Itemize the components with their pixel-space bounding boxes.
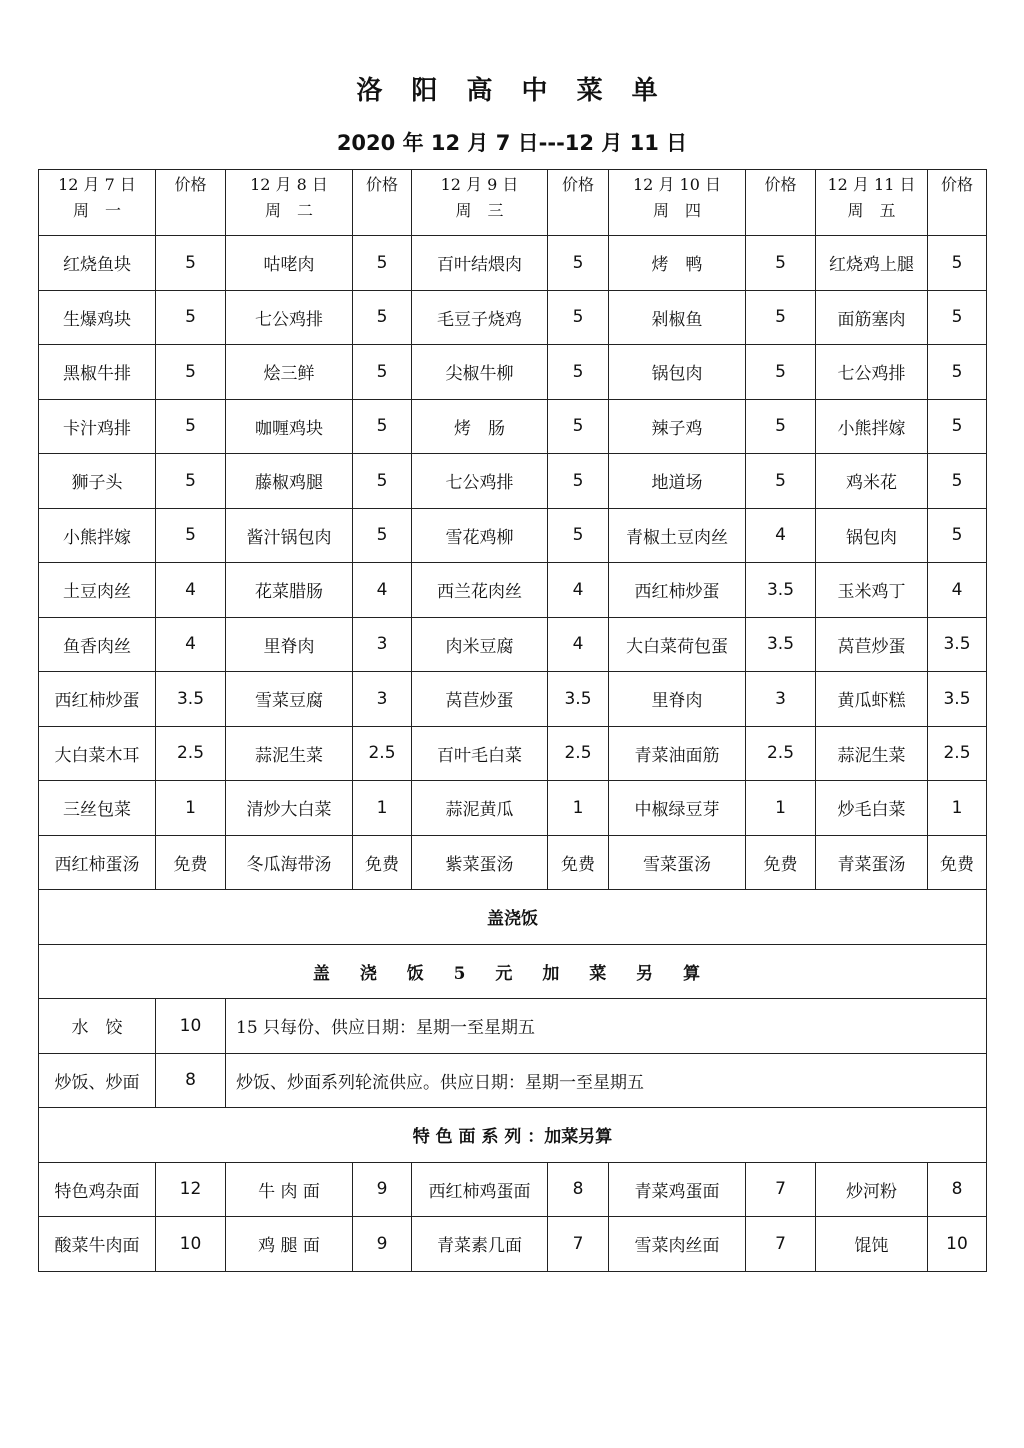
- dish-price: 5: [548, 236, 609, 291]
- dish-name: 黄瓜虾糕: [816, 672, 928, 727]
- noodle-price: 9: [353, 1162, 412, 1217]
- dish-name: 莴苣炒蛋: [412, 672, 548, 727]
- noodle-name: 鸡 腿 面: [226, 1217, 353, 1272]
- rice-section-title: 盖浇饭: [39, 890, 987, 945]
- dish-name: 西红柿炒蛋: [609, 563, 746, 618]
- menu-row: [39, 617, 987, 672]
- dish-name: 里脊肉: [226, 617, 353, 672]
- dish-name: 锅包肉: [609, 345, 746, 400]
- extra-row: [39, 999, 987, 1054]
- dish-name: 蒜泥生菜: [816, 726, 928, 781]
- dish-price: 免费: [353, 835, 412, 890]
- dish-name: 中椒绿豆芽: [609, 781, 746, 836]
- dish-name: 鸡米花: [816, 454, 928, 509]
- noodle-name: 西红柿鸡蛋面: [412, 1162, 548, 1217]
- dish-name: 黑椒牛排: [39, 345, 156, 400]
- dish-name: 炒毛白菜: [816, 781, 928, 836]
- dish-price: 1: [353, 781, 412, 836]
- dish-name: 小熊拌嫁: [39, 508, 156, 563]
- noodle-name: 酸菜牛肉面: [39, 1217, 156, 1272]
- dish-name: 鱼香肉丝: [39, 617, 156, 672]
- dish-name: 肉米豆腐: [412, 617, 548, 672]
- dish-price: 5: [353, 345, 412, 400]
- dish-name: 玉米鸡丁: [816, 563, 928, 618]
- dish-name: 雪菜豆腐: [226, 672, 353, 727]
- dish-name: 锅包肉: [816, 508, 928, 563]
- dish-name: 烩三鲜: [226, 345, 353, 400]
- dish-name: 卡汁鸡排: [39, 399, 156, 454]
- dish-price: 5: [156, 454, 226, 509]
- noodle-price: 10: [156, 1217, 226, 1272]
- dish-price: 免费: [156, 835, 226, 890]
- dish-name: 青菜蛋汤: [816, 835, 928, 890]
- dish-name: 藤椒鸡腿: [226, 454, 353, 509]
- price-header: 价格: [928, 170, 987, 236]
- dish-price: 5: [353, 290, 412, 345]
- dish-price: 5: [548, 508, 609, 563]
- dish-name: 西兰花肉丝: [412, 563, 548, 618]
- dish-name: 里脊肉: [609, 672, 746, 727]
- dish-price: 3.5: [548, 672, 609, 727]
- dish-price: 免费: [548, 835, 609, 890]
- dish-name: 烤 鸭: [609, 236, 746, 291]
- extra-price: 8: [156, 1053, 226, 1108]
- dish-name: 狮子头: [39, 454, 156, 509]
- menu-row: [39, 672, 987, 727]
- dish-name: 咖喱鸡块: [226, 399, 353, 454]
- dish-price: 1: [156, 781, 226, 836]
- dish-price: 3: [353, 617, 412, 672]
- dish-name: 西红柿炒蛋: [39, 672, 156, 727]
- dish-price: 5: [928, 236, 987, 291]
- menu-row: [39, 563, 987, 618]
- extra-name: 水 饺: [39, 999, 156, 1054]
- menu-row: [39, 454, 987, 509]
- dish-price: 免费: [928, 835, 987, 890]
- menu-row: [39, 508, 987, 563]
- dish-name: 咕咾肉: [226, 236, 353, 291]
- dish-name: 酱汁锅包肉: [226, 508, 353, 563]
- dish-price: 2.5: [746, 726, 816, 781]
- noodle-name: 炒河粉: [816, 1162, 928, 1217]
- menu-row: [39, 835, 987, 890]
- dish-price: 5: [928, 345, 987, 400]
- dish-price: 5: [353, 236, 412, 291]
- dish-name: 土豆肉丝: [39, 563, 156, 618]
- dish-name: 七公鸡排: [412, 454, 548, 509]
- menu-row: [39, 781, 987, 836]
- noodle-price: 8: [548, 1162, 609, 1217]
- dish-price: 3.5: [746, 617, 816, 672]
- dish-name: 大白菜荷包蛋: [609, 617, 746, 672]
- dish-price: 5: [928, 290, 987, 345]
- noodle-price: 9: [353, 1217, 412, 1272]
- dish-name: 雪花鸡柳: [412, 508, 548, 563]
- dish-price: 5: [928, 454, 987, 509]
- menu-title: 洛 阳 高 中 菜 单: [356, 76, 668, 106]
- noodle-row: [39, 1162, 987, 1217]
- noodle-name: 青菜素几面: [412, 1217, 548, 1272]
- dish-price: 5: [548, 345, 609, 400]
- extra-row: [39, 1053, 987, 1108]
- dish-price: 5: [746, 290, 816, 345]
- extra-description: 15 只每份、供应日期：星期一至星期五: [226, 999, 987, 1054]
- dish-name: 尖椒牛柳: [412, 345, 548, 400]
- dish-price: 5: [156, 399, 226, 454]
- dish-name: 雪菜蛋汤: [609, 835, 746, 890]
- dish-price: 4: [156, 617, 226, 672]
- dish-price: 3.5: [156, 672, 226, 727]
- section-row: [39, 944, 987, 999]
- header-row: [39, 170, 987, 236]
- noodle-price: 12: [156, 1162, 226, 1217]
- noodle-price: 7: [548, 1217, 609, 1272]
- dish-price: 5: [548, 399, 609, 454]
- menu-row: [39, 399, 987, 454]
- noodle-name: 牛 肉 面: [226, 1162, 353, 1217]
- dish-price: 2.5: [928, 726, 987, 781]
- dish-price: 5: [353, 399, 412, 454]
- extra-name: 炒饭、炒面: [39, 1053, 156, 1108]
- dish-name: 百叶结煨肉: [412, 236, 548, 291]
- dish-price: 5: [548, 454, 609, 509]
- day-header: 12 月 9 日 周 三: [412, 170, 548, 236]
- dish-price: 5: [156, 345, 226, 400]
- rice-section-note: 盖 浇 饭 5 元 加 菜 另 算: [39, 944, 987, 999]
- noodle-price: 7: [746, 1217, 816, 1272]
- dish-price: 5: [353, 454, 412, 509]
- dish-name: 冬瓜海带汤: [226, 835, 353, 890]
- dish-price: 1: [548, 781, 609, 836]
- dish-price: 5: [746, 345, 816, 400]
- dish-name: 剁椒鱼: [609, 290, 746, 345]
- dish-name: 辣子鸡: [609, 399, 746, 454]
- price-header: 价格: [746, 170, 816, 236]
- menu-row: [39, 290, 987, 345]
- price-header: 价格: [548, 170, 609, 236]
- dish-name: 西红柿蛋汤: [39, 835, 156, 890]
- dish-name: 七公鸡排: [816, 345, 928, 400]
- dish-price: 5: [928, 508, 987, 563]
- noodle-name: 雪菜肉丝面: [609, 1217, 746, 1272]
- dish-price: 5: [746, 236, 816, 291]
- noodle-name: 特色鸡杂面: [39, 1162, 156, 1217]
- dish-name: 百叶毛白菜: [412, 726, 548, 781]
- dish-price: 4: [156, 563, 226, 618]
- price-header: 价格: [353, 170, 412, 236]
- menu-table-body: [39, 170, 987, 1272]
- dish-price: 5: [156, 508, 226, 563]
- dish-price: 2.5: [156, 726, 226, 781]
- dish-price: 2.5: [353, 726, 412, 781]
- section-row: [39, 1108, 987, 1163]
- dish-price: 4: [353, 563, 412, 618]
- dish-name: 清炒大白菜: [226, 781, 353, 836]
- dish-price: 4: [746, 508, 816, 563]
- dish-name: 小熊拌嫁: [816, 399, 928, 454]
- dish-name: 蒜泥黄瓜: [412, 781, 548, 836]
- noodle-price: 7: [746, 1162, 816, 1217]
- dish-name: 紫菜蛋汤: [412, 835, 548, 890]
- dish-name: 蒜泥生菜: [226, 726, 353, 781]
- dish-name: 花菜腊肠: [226, 563, 353, 618]
- dish-name: 莴苣炒蛋: [816, 617, 928, 672]
- dish-name: 七公鸡排: [226, 290, 353, 345]
- dish-name: 红烧鱼块: [39, 236, 156, 291]
- menu-row: [39, 236, 987, 291]
- noodle-price: 10: [928, 1217, 987, 1272]
- noodle-name: 馄饨: [816, 1217, 928, 1272]
- dish-price: 5: [928, 399, 987, 454]
- menu-table: [38, 169, 987, 1272]
- dish-name: 三丝包菜: [39, 781, 156, 836]
- dish-price: 4: [548, 617, 609, 672]
- day-header: 12 月 10 日 周 四: [609, 170, 746, 236]
- dish-price: 5: [746, 454, 816, 509]
- day-header: 12 月 7 日 周 一: [39, 170, 156, 236]
- dish-price: 3: [746, 672, 816, 727]
- day-header: 12 月 8 日 周 二: [226, 170, 353, 236]
- dish-price: 5: [156, 290, 226, 345]
- dish-price: 5: [746, 399, 816, 454]
- dish-price: 5: [353, 508, 412, 563]
- dish-name: 毛豆子烧鸡: [412, 290, 548, 345]
- noodle-section-title: 特 色 面 系 列 ：加菜另算: [39, 1108, 987, 1163]
- extra-price: 10: [156, 999, 226, 1054]
- dish-name: 红烧鸡上腿: [816, 236, 928, 291]
- menu-row: [39, 345, 987, 400]
- dish-name: 地道场: [609, 454, 746, 509]
- dish-price: 5: [548, 290, 609, 345]
- date-range: 2020 年 12 月 7 日---12 月 11 日: [336, 131, 688, 155]
- dish-price: 3.5: [928, 672, 987, 727]
- dish-price: 1: [746, 781, 816, 836]
- day-header: 12 月 11 日 周 五: [816, 170, 928, 236]
- dish-price: 4: [928, 563, 987, 618]
- dish-name: 大白菜木耳: [39, 726, 156, 781]
- dish-price: 3.5: [928, 617, 987, 672]
- noodle-price: 8: [928, 1162, 987, 1217]
- dish-name: 面筋塞肉: [816, 290, 928, 345]
- noodle-row: [39, 1217, 987, 1272]
- dish-name: 烤 肠: [412, 399, 548, 454]
- noodle-name: 青菜鸡蛋面: [609, 1162, 746, 1217]
- section-row: [39, 890, 987, 945]
- dish-price: 3.5: [746, 563, 816, 618]
- dish-price: 免费: [746, 835, 816, 890]
- price-header: 价格: [156, 170, 226, 236]
- dish-name: 生爆鸡块: [39, 290, 156, 345]
- dish-price: 4: [548, 563, 609, 618]
- menu-row: [39, 726, 987, 781]
- dish-price: 1: [928, 781, 987, 836]
- dish-name: 青椒土豆肉丝: [609, 508, 746, 563]
- extra-description: 炒饭、炒面系列轮流供应。供应日期：星期一至星期五: [226, 1053, 987, 1108]
- dish-name: 青菜油面筋: [609, 726, 746, 781]
- dish-price: 3: [353, 672, 412, 727]
- dish-price: 5: [156, 236, 226, 291]
- dish-price: 2.5: [548, 726, 609, 781]
